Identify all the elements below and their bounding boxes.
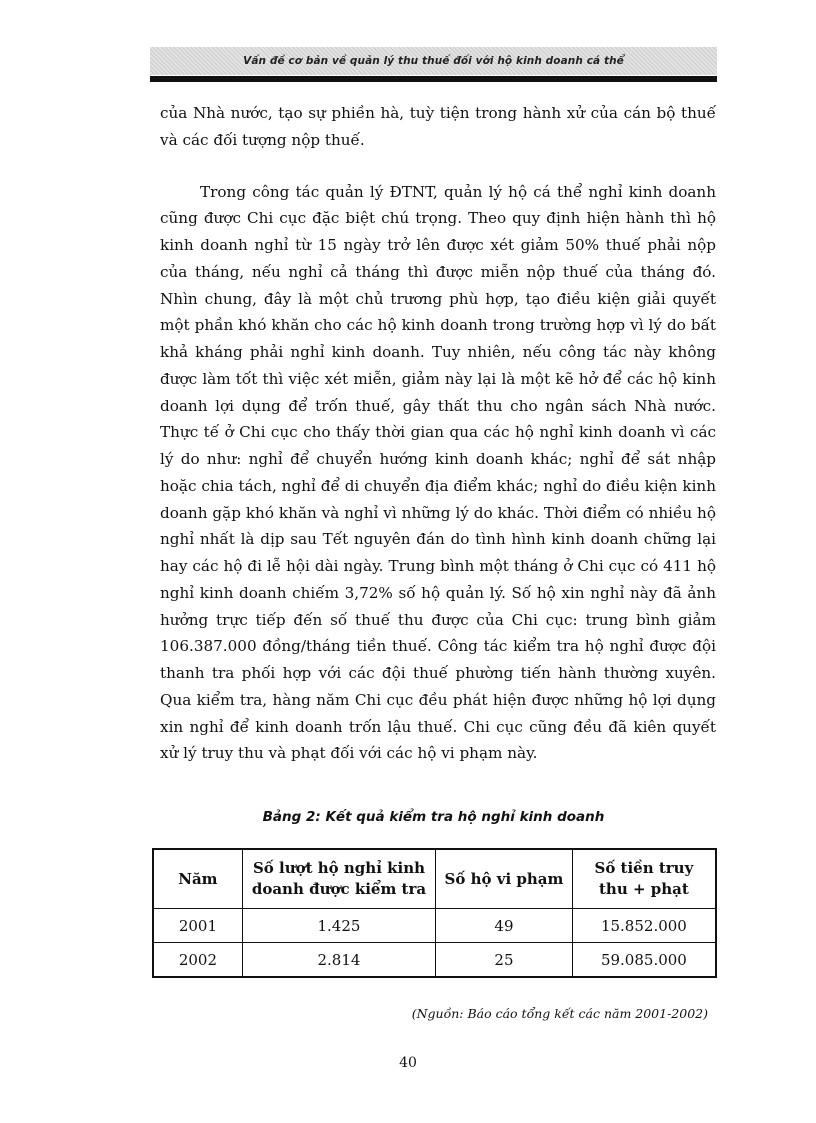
table-header-row — [153, 849, 716, 909]
page-number: 40 — [399, 1055, 417, 1071]
cell-inspected: 2.814 — [242, 943, 435, 978]
paragraph: Trong công tác quản lý ĐTNT, quản lý hộ cá thể nghỉ kinh doanh cũng được Chi cục đặc biệt chú trọng. Theo quy định hiện hành thì hộ kinh doanh nghỉ từ 15 ngày trở lên được xét giảm 50% thuế phải nộp của tháng, nếu nghỉ cả tháng thì được miễn nộp thuế của tháng đó. Nhìn chung, đây là một chủ trương phù hợp, tạo điều kiện giải quyết một phần khó khăn cho các hộ kinh doanh trong trường hợp vì lý do bất khả kháng phải nghỉ kinh doanh. Tuy nhiên, nếu công tác này không được làm tốt thì việc xét miễn, giảm này lại là một kẽ hở để các hộ kinh doanh lợi dụng để trốn thuế, gây thất thu cho ngân sách Nhà nước. Thực tế ở Chi cục cho thấy thời gian qua các hộ nghỉ kinh doanh vì các lý do như: nghỉ để chuyển hướng kinh doanh khác; nghỉ để sát nhập hoặc chia tách, nghỉ để di chuyển địa điểm khác; nghỉ do điều kiện kinh doanh gặp khó khăn và nghỉ vì những lý do khác. Thời điểm có nhiều hộ nghỉ nhất là dịp sau Tết nguyên đán do tình hình kinh doanh chững lại hay các hộ đi lễ hội dài ngày. Trung bình một tháng ở Chi cục có 411 hộ nghỉ kinh doanh chiếm 3,72% số hộ quản lý. Số hộ xin nghỉ này đã ảnh hưởng trực tiếp đến số thuế thu được của Chi cục: trung bình giảm 106.387.000 đồng/tháng tiền thuế. Công tác kiểm tra hộ nghỉ được đội thanh tra phối hợp với các đội thuế phường tiến hành thường xuyên. Qua kiểm tra, hàng năm Chi cục đều phát hiện được những hộ lợi dụng xin nghỉ để kinh doanh trốn lậu thuế. Chi cục cũng đều đã kiên quyết xử lý truy thu và phạt đối với các hộ vi phạm này. — [160, 182, 716, 763]
header-amount: Số tiền truy thu + phạt — [572, 849, 716, 909]
header-inspected: Số lượt hộ nghỉ kinh doanh được kiểm tra — [242, 849, 435, 909]
paragraph: của Nhà nước, tạo sự phiền hà, tuỳ tiện trong hành xử của cán bộ thuế và các đối tượng nộp thuế. — [160, 104, 716, 149]
cell-violations: 25 — [436, 943, 573, 978]
cell-amount: 15.852.000 — [572, 909, 716, 943]
cell-year: 2001 — [153, 909, 242, 943]
cell-inspected: 1.425 — [242, 909, 435, 943]
cell-year: 2002 — [153, 943, 242, 978]
table-row — [153, 943, 716, 978]
header-rule — [150, 76, 717, 82]
table-row — [153, 909, 716, 943]
header-violations: Số hộ vi phạm — [436, 849, 573, 909]
cell-amount: 59.085.000 — [572, 943, 716, 978]
header-year: Năm — [153, 849, 242, 909]
running-header — [150, 47, 717, 75]
table-caption: Bảng 2: Kết quả kiểm tra hộ nghỉ kinh doanh — [262, 809, 605, 825]
results-table — [152, 848, 717, 978]
body-text — [160, 100, 716, 767]
cell-violations: 49 — [436, 909, 573, 943]
running-header-title: Vấn đề cơ bản về quản lý thu thuế đối với hộ kinh doanh cá thể — [243, 55, 624, 67]
source-note: (Nguồn: Báo cáo tổng kết các năm 2001-2002) — [411, 1006, 708, 1021]
